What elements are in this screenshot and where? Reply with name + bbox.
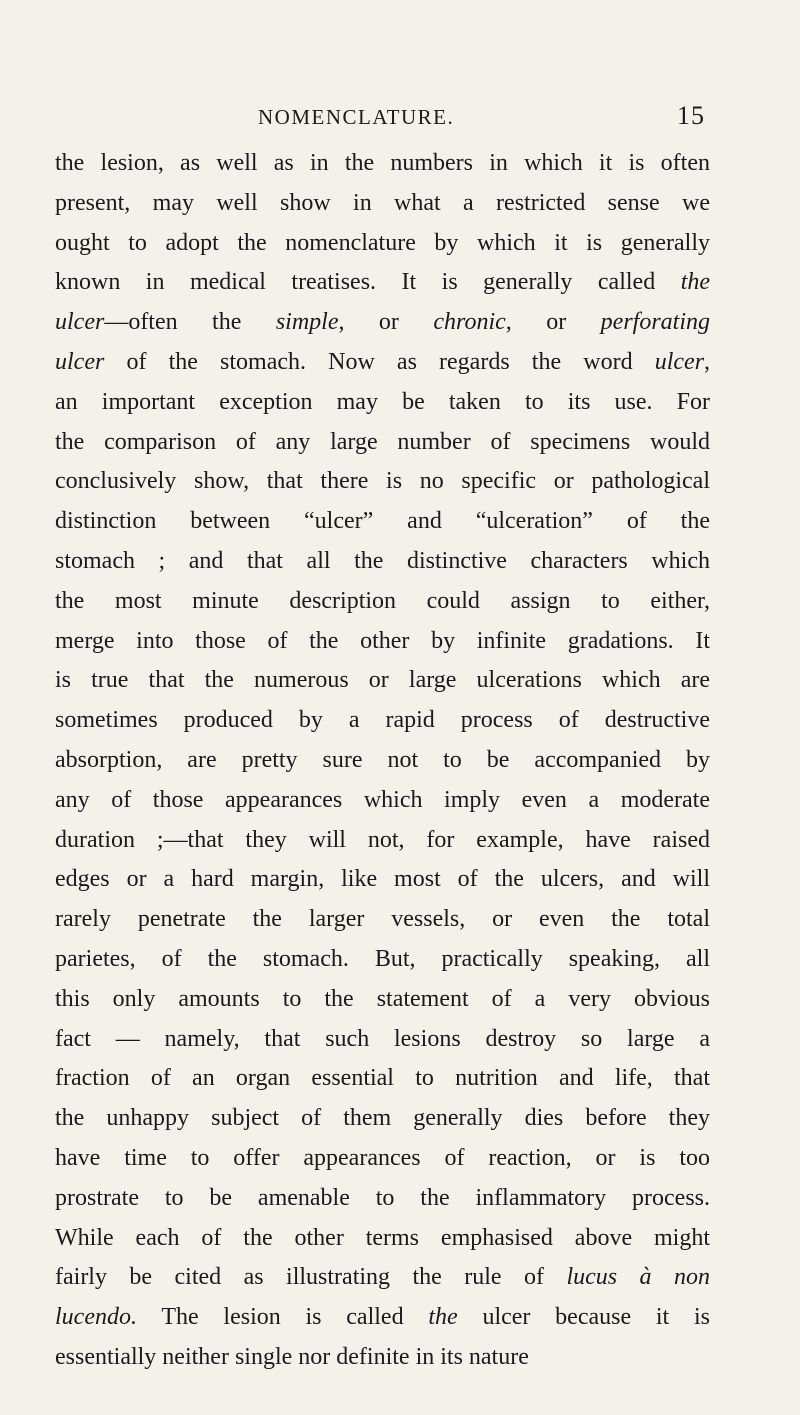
text-line: duration ;—that they will not, for example, have raised — [55, 826, 710, 853]
text-line: conclusively show, that there is no specific or pathological — [55, 468, 710, 495]
text-line: ulcer—often the simple, or chronic, or perforating — [55, 309, 711, 336]
text-line: the most minute description could assign to either, — [55, 587, 710, 614]
text-line: this only amounts to the statement of a very obvious — [55, 985, 710, 1012]
text-line: While each of the other terms emphasised above might — [55, 1224, 710, 1251]
text-line: any of those appearances which imply even a moderate — [55, 786, 710, 813]
text-line: distinction between “ulcer” and “ulceration” of the — [55, 508, 710, 535]
text-line: parietes, of the stomach. But, practically speaking, all — [55, 945, 710, 972]
body-text — [55, 144, 710, 1378]
text-line: prostrate to be amenable to the inflammatory process. — [55, 1184, 710, 1211]
page-header — [0, 101, 800, 141]
text-line: the comparison of any large number of specimens would — [55, 428, 710, 455]
text-line: the lesion, as well as in the numbers in which it is often — [55, 150, 710, 176]
text-line: is true that the numerous or large ulcerations which are — [55, 667, 710, 694]
page-number: 15 — [677, 101, 705, 130]
text-line: stomach ; and that all the distinctive characters which — [55, 547, 710, 574]
text-line: absorption, are pretty sure not to be accompanied by — [55, 746, 710, 773]
text-line: fact — namely, that such lesions destroy so large a — [55, 1025, 710, 1052]
text-line: merge into those of the other by infinite gradations. It — [55, 627, 710, 654]
text-line: fairly be cited as illustrating the rule of lucus à non — [55, 1264, 711, 1291]
text-line: ulcer of the stomach. Now as regards the word ulcer, — [55, 348, 711, 375]
latin-phrase: lucendo. — [55, 1304, 137, 1331]
latin-phrase: lucus à non — [566, 1264, 711, 1291]
running-head: NOMENCLATURE. — [258, 105, 455, 129]
text-line: known in medical treatises. It is generally called the — [55, 269, 711, 296]
text-line: the unhappy subject of them generally dies before they — [55, 1105, 710, 1132]
text-line: rarely penetrate the larger vessels, or even the total — [55, 906, 710, 933]
text-line: present, may well show in what a restricted sense we — [55, 189, 710, 216]
text-line: ought to adopt the nomenclature by which it is generally — [55, 229, 710, 256]
text-line: sometimes produced by a rapid process of destructive — [55, 707, 710, 734]
text-line: lucendo. The lesion is called the ulcer because it is — [55, 1304, 710, 1331]
text-line: an important exception may be taken to its use. For — [55, 388, 710, 415]
text-line: edges or a hard margin, like most of the ulcers, and will — [55, 866, 710, 893]
text-line: fraction of an organ essential to nutrition and life, that — [55, 1065, 710, 1092]
text-line: have time to offer appearances of reaction, or is too — [55, 1144, 710, 1171]
text-line: essentially neither single nor definite in its nature — [55, 1343, 529, 1370]
italic-term: the — [680, 269, 711, 296]
